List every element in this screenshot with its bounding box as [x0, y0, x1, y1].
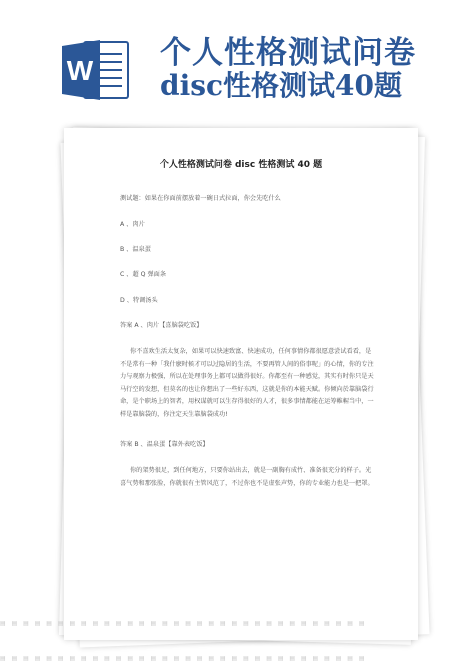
watermark-strip: ▤ ▤ ▤ ▤ ▤ ▤ ▤ ▤ ▤ ▤ ▤ ▤ ▤ ▤ ▤ ▤ ▤ ▤ ▤ ▤ ▤ ▤ ▤ ▤ ▤ ▤ ▤ ▤ ▤ ▤ ▤ ▤ [0, 655, 367, 662]
logo-letter: W [66, 55, 94, 86]
answer-b-paragraph [120, 465, 374, 490]
paragraph-line: 不是常有一种「我什麽时候才可以过隐居的生活，不要再管人间的俗事呢」的心情，你的专注 [120, 360, 374, 368]
paragraph-line: 马行空的发想，但莫名的也让你想出了一些好东西，这就是你的本能天赋。你倾向於靠脑袋行 [120, 385, 374, 393]
document-title: 个人性格测试问卷 disc 性格测试 40 题 [159, 160, 323, 170]
word-document-icon [60, 38, 130, 102]
paragraph-line: 你的架势很足，到任何地方，只要你站出去，就是一副胸有成竹、准备很充分的样子。光 [130, 467, 372, 474]
banner-title-line1: 个人性格测试问卷 [160, 35, 416, 71]
watermark-strip: ▤ ▤ ▤ ▤ ▤ ▤ ▤ ▤ ▤ ▤ ▤ ▤ ▤ ▤ ▤ ▤ ▤ ▤ ▤ ▤ ▤ ▤ ▤ ▤ ▤ ▤ ▤ ▤ ▤ ▤ ▤ ▤ [0, 620, 367, 627]
option-d: D 、特调汤头 [120, 297, 158, 304]
option-b: B 、温泉蛋 [120, 246, 151, 253]
paragraph-line: 命，是个职场上的智者，用权谋就可以生存得很好的人才，很多事情都能在运筹帷幄当中，一 [120, 398, 374, 406]
paragraph-line: 力与观察力极强，所以在处理事务上都可以做得很好。你都至有一种感觉，其实有时你只是天 [120, 373, 374, 381]
option-a: A 、肉片 [120, 221, 145, 228]
question-text: 测试题：如果在你面前摆放着一碗日式拉面，你会先吃什么 [120, 195, 281, 202]
option-c: C 、超 Q 弹面条 [120, 271, 167, 278]
answer-a-paragraph [120, 346, 374, 422]
paragraph-line: 喜气势和那张脸，你就很有主管风范了，不过你也不是虚张声势，你的专业能力也是一把罩。 [120, 479, 374, 487]
header-banner [0, 0, 474, 125]
answer-a-heading: 答案 A 、肉片【喜脑袋吃饭】 [120, 322, 203, 329]
paragraph-line: 你不喜欢生活太复杂，如果可以快速致富、快速成功，任何事情你都很愿意尝试看看，是 [130, 348, 372, 355]
document-content [64, 128, 418, 640]
banner-title-line2: disc性格测试40题 [160, 69, 402, 102]
paragraph-line: 样是靠脑袋的，你注定天生靠脑袋成功! [120, 410, 228, 418]
answer-b-heading: 答案 B 、温泉蛋【靠外表吃饭】 [120, 441, 209, 448]
